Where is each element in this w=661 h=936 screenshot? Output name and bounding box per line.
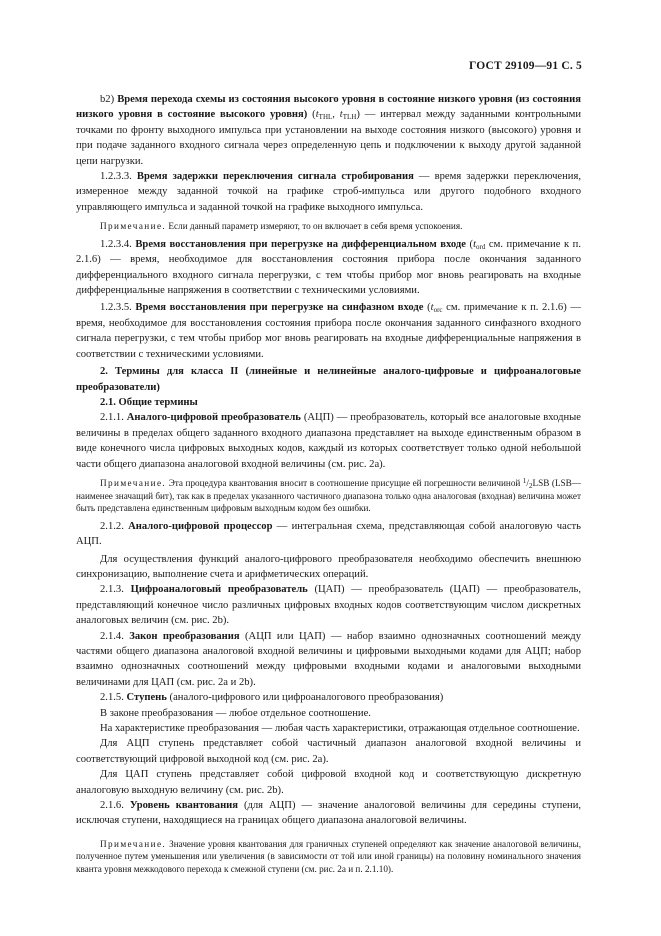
term-definition: (АЦП) — преобразователь, который все аналоговые входные величины в пределах общего заданного входного диапазона представляет на выходе единственным образом в виде конечного числа цифровых выходных кодов, каждый из которых соответствует только одной небольшой части общего диапазона аналоговой входной величины (см. рис. 2а).: [76, 412, 581, 470]
item-number: 2.1.2.: [100, 520, 124, 532]
item-number: 2.1.5.: [100, 692, 124, 704]
paragraph-2-1-6: [76, 798, 581, 829]
paragraph-2-1-5-b: На характеристике преобразования — любая часть характеристики, отражающая отдельное соотношение.: [100, 723, 580, 734]
term-title: Ступень: [126, 692, 167, 704]
note-text: Если данный параметр измеряют, то он включает в себя время успокоения.: [166, 221, 463, 232]
term-definition: см. примечание к п. 2.1.6) — время, необходимое для восстановления состояния прибора после окончания заданного синфазного входного сигнала перегрузки, с тем чтобы прибор мог вновь реагировать на входные дифференциальные напряжения в соответствии с техническими условиями.: [76, 302, 581, 360]
paragraph-1-2-3-5: 1.2.3.5. Время восстановления при перегрузке на синфазном входе ($t_{orc}$ см. примечание к п. 2.1.6) — время, необходимое для восстановления состояния прибора после окончания заданного синфазного входного сигнала перегрузки, с тем чтобы прибор мог вновь реагировать на входные дифференциальные напряжения в соответствии с техническими условиями.: [76, 302, 581, 360]
item-number: 1.2.3.4.: [100, 238, 132, 250]
term-title: Аналого-цифровой преобразователь: [126, 412, 301, 424]
term-title: Закон преобразования: [129, 630, 240, 642]
term-title: Время задержки переключения сигнала стробирования: [136, 171, 414, 183]
section-2-1-heading: 2.1. Общие термины: [100, 396, 198, 408]
paragraph-b2: b2) Время перехода схемы из состояния высокого уровня в состояние низкого уровня (из состояния низкого уровня в состояние высокого уровня) ($t_{THL}$, $t_{TLH}$) — интервал между заданными контрольными точками по фронту выходного импульса при установлении на выходе состояния низкого (высокого) уровня и при подаче заданного входного сигнала через определенную цепь и подключении к выходу другой заданной цепи нагрузки.: [76, 94, 582, 167]
term-definition: (АЦП или ЦАП) — набор взаимно однозначных соотношений между частями общего диапазона аналоговой входной величины и цифровыми выходными кодами для АЦП; набор взаимно однозначных соотношений между цифровыми входными кодами и аналоговыми выходными величинами для ЦАП (см. рис. 2а и 2b).: [76, 630, 581, 688]
paragraph-2-1-5-a: В законе преобразования — любое отдельное соотношение.: [100, 707, 371, 719]
section-2-heading: 2. Термины для класса II (линейные и нелинейные аналого-цифровые и цифроаналоговые преобразователи): [76, 366, 581, 393]
term-title: Время восстановления при перегрузке на синфазном входе: [135, 302, 424, 314]
paragraph-2-1-2-cont: Для осуществления функций аналого-цифрового преобразователя необходимо обеспечить внешнюю синхронизацию, выполнение счета и арифметических операций.: [76, 553, 581, 580]
term-title: Время перехода схемы из состояния высокого уровня в состояние низкого уровня (из состояния низкого уровня в состояние высокого уровня): [76, 94, 581, 121]
term-definition: (аналого-цифрового или цифроаналогового преобразования): [166, 692, 444, 704]
note-text: Значение уровня квантования для граничных ступеней определяют как значение аналоговой величины, полученное путем уменьшения или увеличения (в зависимости от той или иной границы) на половину номинального значения кванта уровня межкодового перехода к смежной ступени (см. рис. 2а и п. 2.1.10).: [76, 838, 581, 875]
term-title: Цифроаналоговый преобразователь: [130, 584, 308, 596]
paragraph-2-1-4: [76, 629, 581, 691]
note-2: Примечание. Эта процедура квантования вносит в соотношение присущие ей погрешности величиной $^1/_2LSB$ (LSB— наименее значащий бит), так как в пределах указанного частичного диапазона только одна аналоговая (входная) величина может быть представлена единственным цифровым выходным кодом без ошибки.: [76, 476, 581, 514]
item-number: 2.1.1.: [100, 412, 124, 424]
note-3: [76, 838, 581, 876]
term-definition: (для АЦП) — значение аналоговой величины для середины ступени, исключая ступени, находящиеся на границах общего диапазона аналоговой величины.: [76, 800, 582, 827]
note-label: Примечание.: [100, 477, 167, 488]
document-body: [76, 92, 581, 876]
item-number: 1.2.3.5.: [100, 302, 132, 314]
note-label: Примечание.: [100, 221, 167, 232]
page-header: ГОСТ 29109—91 С. 5: [469, 60, 582, 72]
paragraph-2-1-5-c: Для АЦП ступень представляет собой частичный диапазон аналоговой входной величины и соответствующий цифровой выходной код (см. рис. 2а).: [76, 738, 581, 765]
paragraph-2-1-2: [76, 519, 581, 550]
paragraph-1-2-3-4: 1.2.3.4. Время восстановления при перегрузке на дифференциальном входе ($t_{ord}$ см. примечание к п. 2.1.6) — время, необходимое для восстановления состояния прибора после окончания заданного дифференциального входного сигнала перегрузки, с тем чтобы прибор мог вновь реагировать на входные дифференциальные напряжения в соответствии с техническими условиями.: [76, 238, 581, 297]
term-title: Время восстановления при перегрузке на дифференциальном входе: [135, 238, 466, 250]
term-definition: (ЦАП) — преобразователь (ЦАП) — преобразователь, представляющий конечное число различных цифровых входных кодов соответствующим числом дискретных аналоговых величин (см. рис. 2b).: [76, 584, 581, 627]
term-definition: — интегральная схема, представляющая собой аналоговую часть АЦП.: [76, 520, 581, 548]
note-label: Примечание.: [100, 838, 167, 849]
term-title: Аналого-цифровой процессор: [128, 520, 273, 532]
item-number: b2): [100, 94, 115, 105]
term-definition: — время задержки переключения, измеренное между заданной точкой на графике строб-импульса или другого подобного входного управляющего импульса и заданной точкой на графике выходного импульса.: [76, 171, 581, 213]
term-definition: ) — интервал между заданными контрольными точками по фронту выходного импульса при установлении на выходе состояния низкого (высокого) уровня и при подаче заданного входного сигнала через определенную цепь и подключении к выходу другой заданной цепи нагрузки.: [76, 109, 582, 167]
note-1: [76, 220, 581, 233]
paragraph-2-1-5: [76, 690, 581, 705]
paragraph-2-1-1: [76, 410, 581, 472]
term-definition: см. примечание к п. 2.1.6) — время, необходимое для восстановления состояния прибора после окончания заданного дифференциального входного сигнала перегрузки, с тем чтобы прибор мог вновь реагировать на входные дифференциальные напряжения в соответствии с техническими условиями.: [76, 238, 581, 297]
paragraph-1-2-3-3: [76, 169, 581, 215]
item-number: 2.1.3.: [100, 584, 124, 596]
paragraph-2-1-5-d: Для ЦАП ступень представляет собой цифровой входной код и соответствующую дискретную аналоговую выходную величину (см. рис. 2b).: [76, 769, 581, 796]
item-number: 2.1.6.: [100, 800, 124, 812]
item-number: 2.1.4.: [100, 630, 124, 642]
paragraph-2-1-3: [76, 582, 581, 628]
term-title: Уровень квантования: [129, 800, 239, 812]
item-number: 1.2.3.3.: [100, 171, 132, 183]
